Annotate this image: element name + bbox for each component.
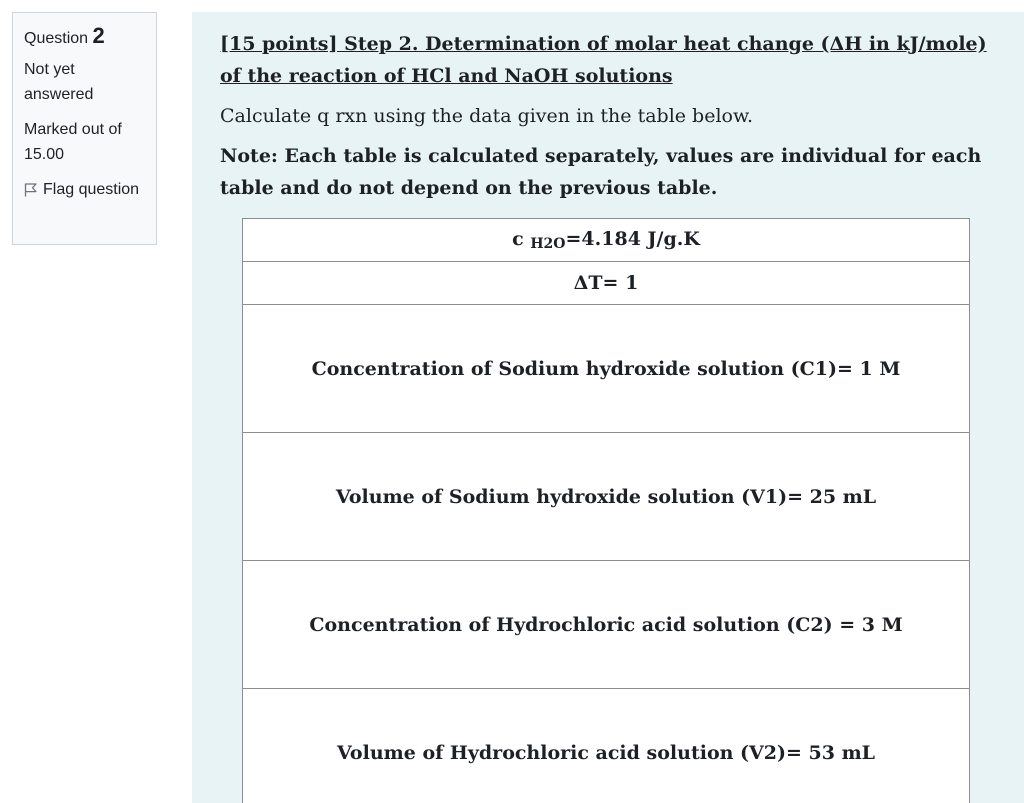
flag-icon bbox=[24, 183, 37, 197]
question-info-box bbox=[12, 12, 157, 245]
table-row bbox=[243, 262, 970, 305]
data-table bbox=[242, 218, 970, 803]
naoh-concentration-cell: Concentration of Sodium hydroxide solution (C1)= 1 M bbox=[243, 305, 970, 433]
question-label: Question bbox=[24, 30, 89, 47]
question-grade: Marked out of 15.00 bbox=[24, 121, 122, 163]
delta-t-cell: ΔT= 1 bbox=[243, 262, 970, 305]
question-note: Note: Each table is calculated separately, values are individual for each table and do not depend on the previous table. bbox=[220, 145, 982, 199]
hcl-volume-cell: Volume of Hydrochloric acid solution (V2)= 53 mL bbox=[243, 689, 970, 803]
question-heading: [15 points] Step 2. Determination of molar heat change (ΔH in kJ/mole) of the reaction of HCl and NaOH solutions bbox=[220, 33, 987, 87]
specific-heat-value: =4.184 J/g.K bbox=[565, 228, 700, 250]
hcl-concentration-cell: Concentration of Hydrochloric acid solution (C2) = 3 M bbox=[243, 561, 970, 689]
flag-question-label: Flag question bbox=[43, 181, 140, 198]
question-content bbox=[192, 12, 1024, 803]
question-state: Not yet answered bbox=[24, 61, 94, 103]
table-row bbox=[243, 561, 970, 689]
table-row bbox=[243, 305, 970, 433]
question-number bbox=[24, 23, 146, 51]
specific-heat-cell bbox=[243, 219, 970, 262]
question-number-value: 2 bbox=[92, 23, 105, 48]
naoh-volume-cell: Volume of Sodium hydroxide solution (V1)= 25 mL bbox=[243, 433, 970, 561]
specific-heat-subscript: H2O bbox=[530, 236, 566, 252]
flag-question-link[interactable] bbox=[24, 177, 146, 202]
table-row bbox=[243, 689, 970, 803]
table-row bbox=[243, 433, 970, 561]
question-instruction: Calculate q rxn using the data given in the table below. bbox=[220, 105, 754, 127]
specific-heat-symbol: c bbox=[512, 228, 524, 250]
table-row bbox=[243, 219, 970, 262]
